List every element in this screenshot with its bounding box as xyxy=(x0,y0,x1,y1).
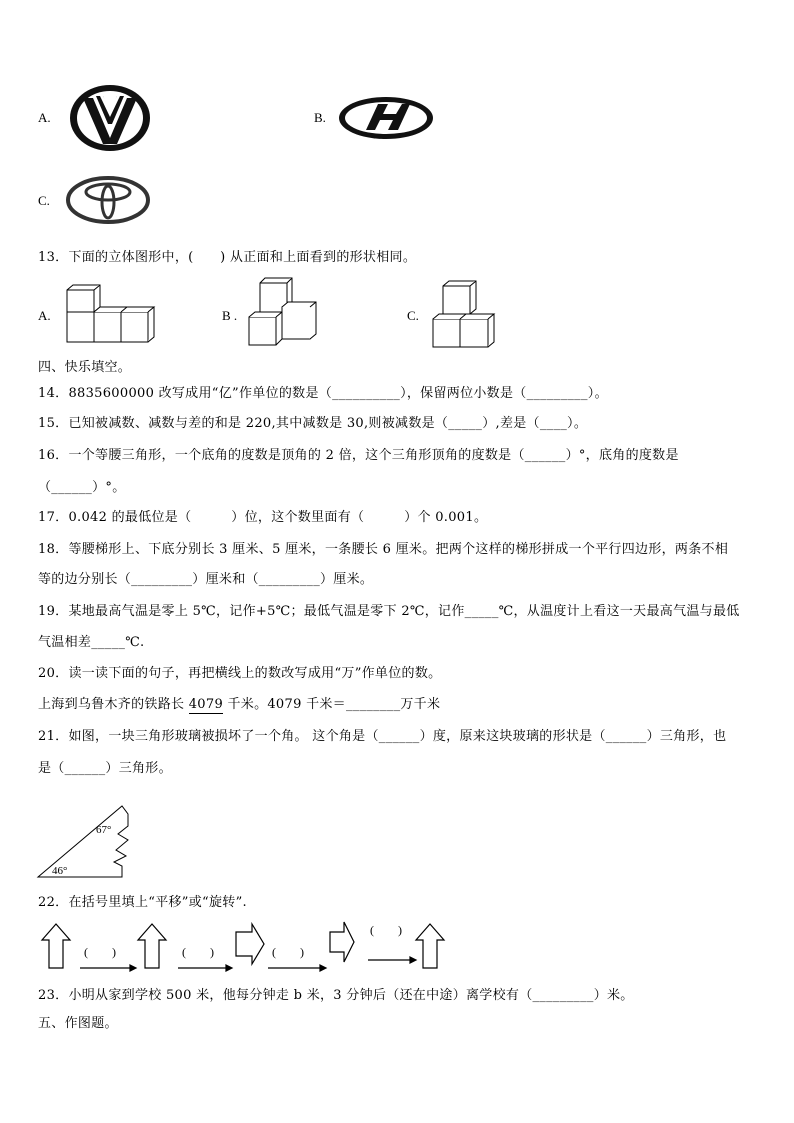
option-c-label: C. xyxy=(38,193,50,208)
up-arrow-shape-1 xyxy=(42,924,70,968)
q13-option-b: B . xyxy=(222,308,238,323)
question-18-line2: 等的边分别长（_________）厘米和（_________）厘米。 xyxy=(38,572,374,587)
broken-triangle-figure xyxy=(36,800,136,880)
q22-blank-2: ( ) xyxy=(182,945,214,959)
toyota-logo xyxy=(66,176,150,224)
q13-figure-b xyxy=(248,277,320,347)
question-20-line2 xyxy=(38,697,440,714)
q22-figure-row xyxy=(38,918,448,974)
question-16-line2: （______）°。 xyxy=(38,480,126,495)
question-21-line1: 21．如图，一块三角形玻璃被损坏了一个角。 这个角是（______）度，原来这块玻璃的形状是（______）三角形，也 xyxy=(38,729,727,744)
q20-number: 4079 xyxy=(188,697,224,712)
volkswagen-logo xyxy=(68,84,152,152)
up-arrow-shape-2 xyxy=(138,924,166,968)
section-5-heading: 五、作图题。 xyxy=(38,1016,118,1031)
question-19-line1: 19．某地最高气温是零上 5℃，记作+5℃；最低气温是零下 2℃，记作_____℃，从温度计上看这一天最高气温与最低 xyxy=(38,604,740,619)
right-arrow-shape-4 xyxy=(330,922,354,962)
angle-67-label: 67° xyxy=(96,824,112,836)
hyundai-logo xyxy=(338,96,434,140)
right-arrow-shape-3 xyxy=(236,924,264,964)
q13-option-c: C. xyxy=(407,308,419,323)
question-20-line1: 20．读一读下面的句子，再把横线上的数改写成用“万”作单位的数。 xyxy=(38,666,442,681)
question-23: 23．小明从家到学校 500 米，他每分钟走 b 米，3 分钟后（还在中途）离学校有（_________）米。 xyxy=(38,988,634,1003)
angle-46-label: 46° xyxy=(52,865,68,877)
option-b-label: B. xyxy=(314,110,326,125)
option-a-label: A. xyxy=(38,110,51,125)
up-arrow-shape-5 xyxy=(416,924,444,968)
q22-blank-1: ( ) xyxy=(84,945,116,959)
q13-figure-a xyxy=(66,284,156,344)
question-19-line2: 气温相差_____℃. xyxy=(38,635,145,650)
section-4-heading: 四、快乐填空。 xyxy=(38,360,132,375)
q13-option-a: A. xyxy=(38,308,51,323)
question-17: 17．0.042 的最低位是（ ）位，这个数里面有（ ）个 0.001。 xyxy=(38,510,488,525)
question-15: 15．已知被减数、减数与差的和是 220,其中减数是 30,则被减数是（_____）,差是（____）。 xyxy=(38,416,588,431)
q20-suffix: 千米。4079 千米＝________万千米 xyxy=(223,697,441,712)
q13-figure-c xyxy=(432,279,498,349)
q22-blank-4: ( ) xyxy=(370,923,402,937)
question-16-line1: 16．一个等腰三角形，一个底角的度数是顶角的 2 倍，这个三角形顶角的度数是（______）°，底角的度数是 xyxy=(38,448,679,463)
question-13: 13．下面的立体图形中，( ) 从正面和上面看到的形状相同。 xyxy=(38,250,417,265)
question-18-line1: 18．等腰梯形上、下底分别长 3 厘米、5 厘米，一条腰长 6 厘米。把两个这样的梯形拼成一个平行四边形，两条不相 xyxy=(38,542,729,557)
question-22: 22．在括号里填上“平移”或“旋转”. xyxy=(38,895,247,910)
question-14: 14．8835600000 改写成用“亿”作单位的数是（__________），保留两位小数是（_________）。 xyxy=(38,386,608,401)
q22-blank-3: ( ) xyxy=(272,945,304,959)
question-21-line2: 是（______）三角形。 xyxy=(38,761,172,776)
q20-prefix: 上海到乌鲁木齐的铁路长 xyxy=(38,697,189,712)
